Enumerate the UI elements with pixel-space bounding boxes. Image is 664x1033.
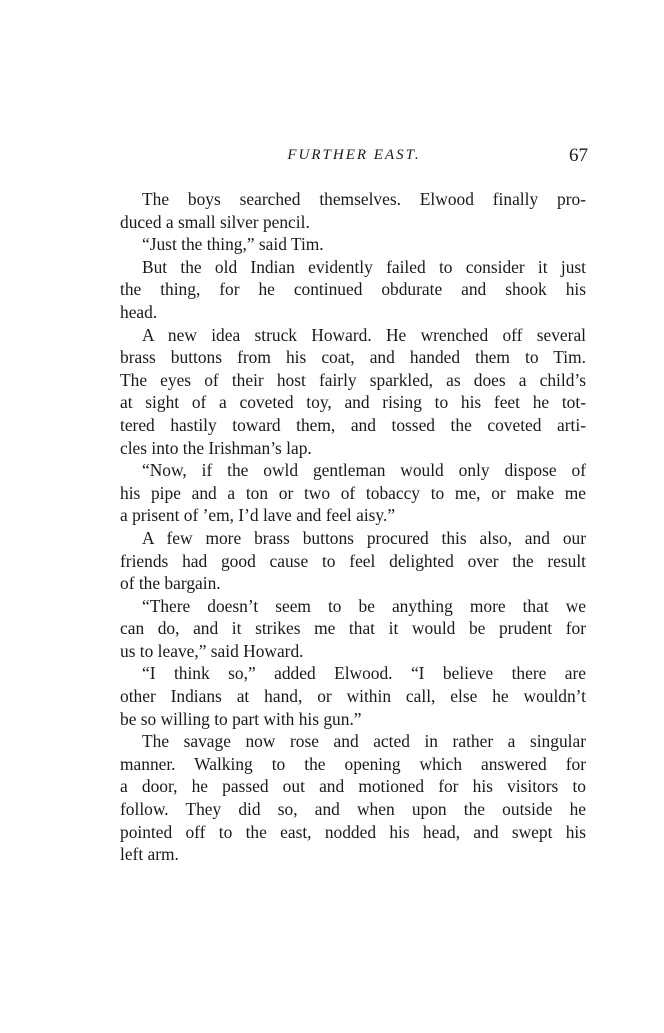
text-line: follow. They did so, and when upon the outside he bbox=[120, 799, 586, 820]
text-line: the thing, for he continued obdurate and shook his bbox=[120, 279, 586, 300]
text-line: a prisent of ’em, I’d lave and feel aisy.” bbox=[120, 505, 396, 526]
text-line: can do, and it strikes me that it would be prudent for bbox=[120, 618, 586, 639]
text-line: A new idea struck Howard. He wrenched off several bbox=[142, 324, 586, 345]
text-line: other Indians at hand, or within call, else he wouldn’t bbox=[120, 686, 586, 707]
text-line: a door, he passed out and motioned for his visitors to bbox=[120, 776, 586, 797]
text-line: duced a small silver pencil. bbox=[120, 211, 310, 232]
text-line: But the old Indian evidently failed to consider it just bbox=[142, 256, 586, 277]
running-head bbox=[120, 145, 588, 175]
text-line: manner. Walking to the opening which answered for bbox=[120, 753, 586, 774]
text-line: The eyes of their host fairly sparkled, as does a child’s bbox=[120, 369, 586, 390]
text-line: at sight of a coveted toy, and rising to his feet he tot- bbox=[120, 392, 586, 413]
text-line: tered hastily toward them, and tossed the coveted arti- bbox=[120, 414, 586, 435]
text-line: brass buttons from his coat, and handed them to Tim. bbox=[120, 347, 586, 368]
text-line: “Just the thing,” said Tim. bbox=[142, 234, 324, 255]
text-line: A few more brass buttons procured this also, and our bbox=[142, 527, 586, 548]
text-line: cles into the Irishman’s lap. bbox=[120, 437, 312, 458]
text-line: “Now, if the owld gentleman would only dispose of bbox=[142, 460, 586, 481]
text-line: of the bargain. bbox=[120, 573, 221, 594]
text-line: The boys searched themselves. Elwood finally pro- bbox=[142, 189, 586, 209]
text-line: his pipe and a ton or two of tobaccy to me, or make me bbox=[120, 482, 586, 503]
text-line: be so willing to part with his gun.” bbox=[120, 708, 362, 729]
text-line: “I think so,” added Elwood. “I believe there are bbox=[142, 663, 586, 684]
body-text bbox=[120, 188, 586, 866]
text-line: head. bbox=[120, 301, 158, 322]
running-title: FURTHER EAST. bbox=[287, 147, 421, 163]
text-line: pointed off to the east, nodded his head, and swept his bbox=[120, 821, 586, 842]
text-line: “There doesn’t seem to be anything more that we bbox=[142, 595, 586, 616]
text-line: The savage now rose and acted in rather a singular bbox=[142, 731, 586, 752]
page-number: 67 bbox=[569, 145, 588, 166]
text-line: friends had good cause to feel delighted over the result bbox=[120, 550, 586, 571]
text-line: us to leave,” said Howard. bbox=[120, 640, 304, 661]
text-line: left arm. bbox=[120, 844, 179, 865]
